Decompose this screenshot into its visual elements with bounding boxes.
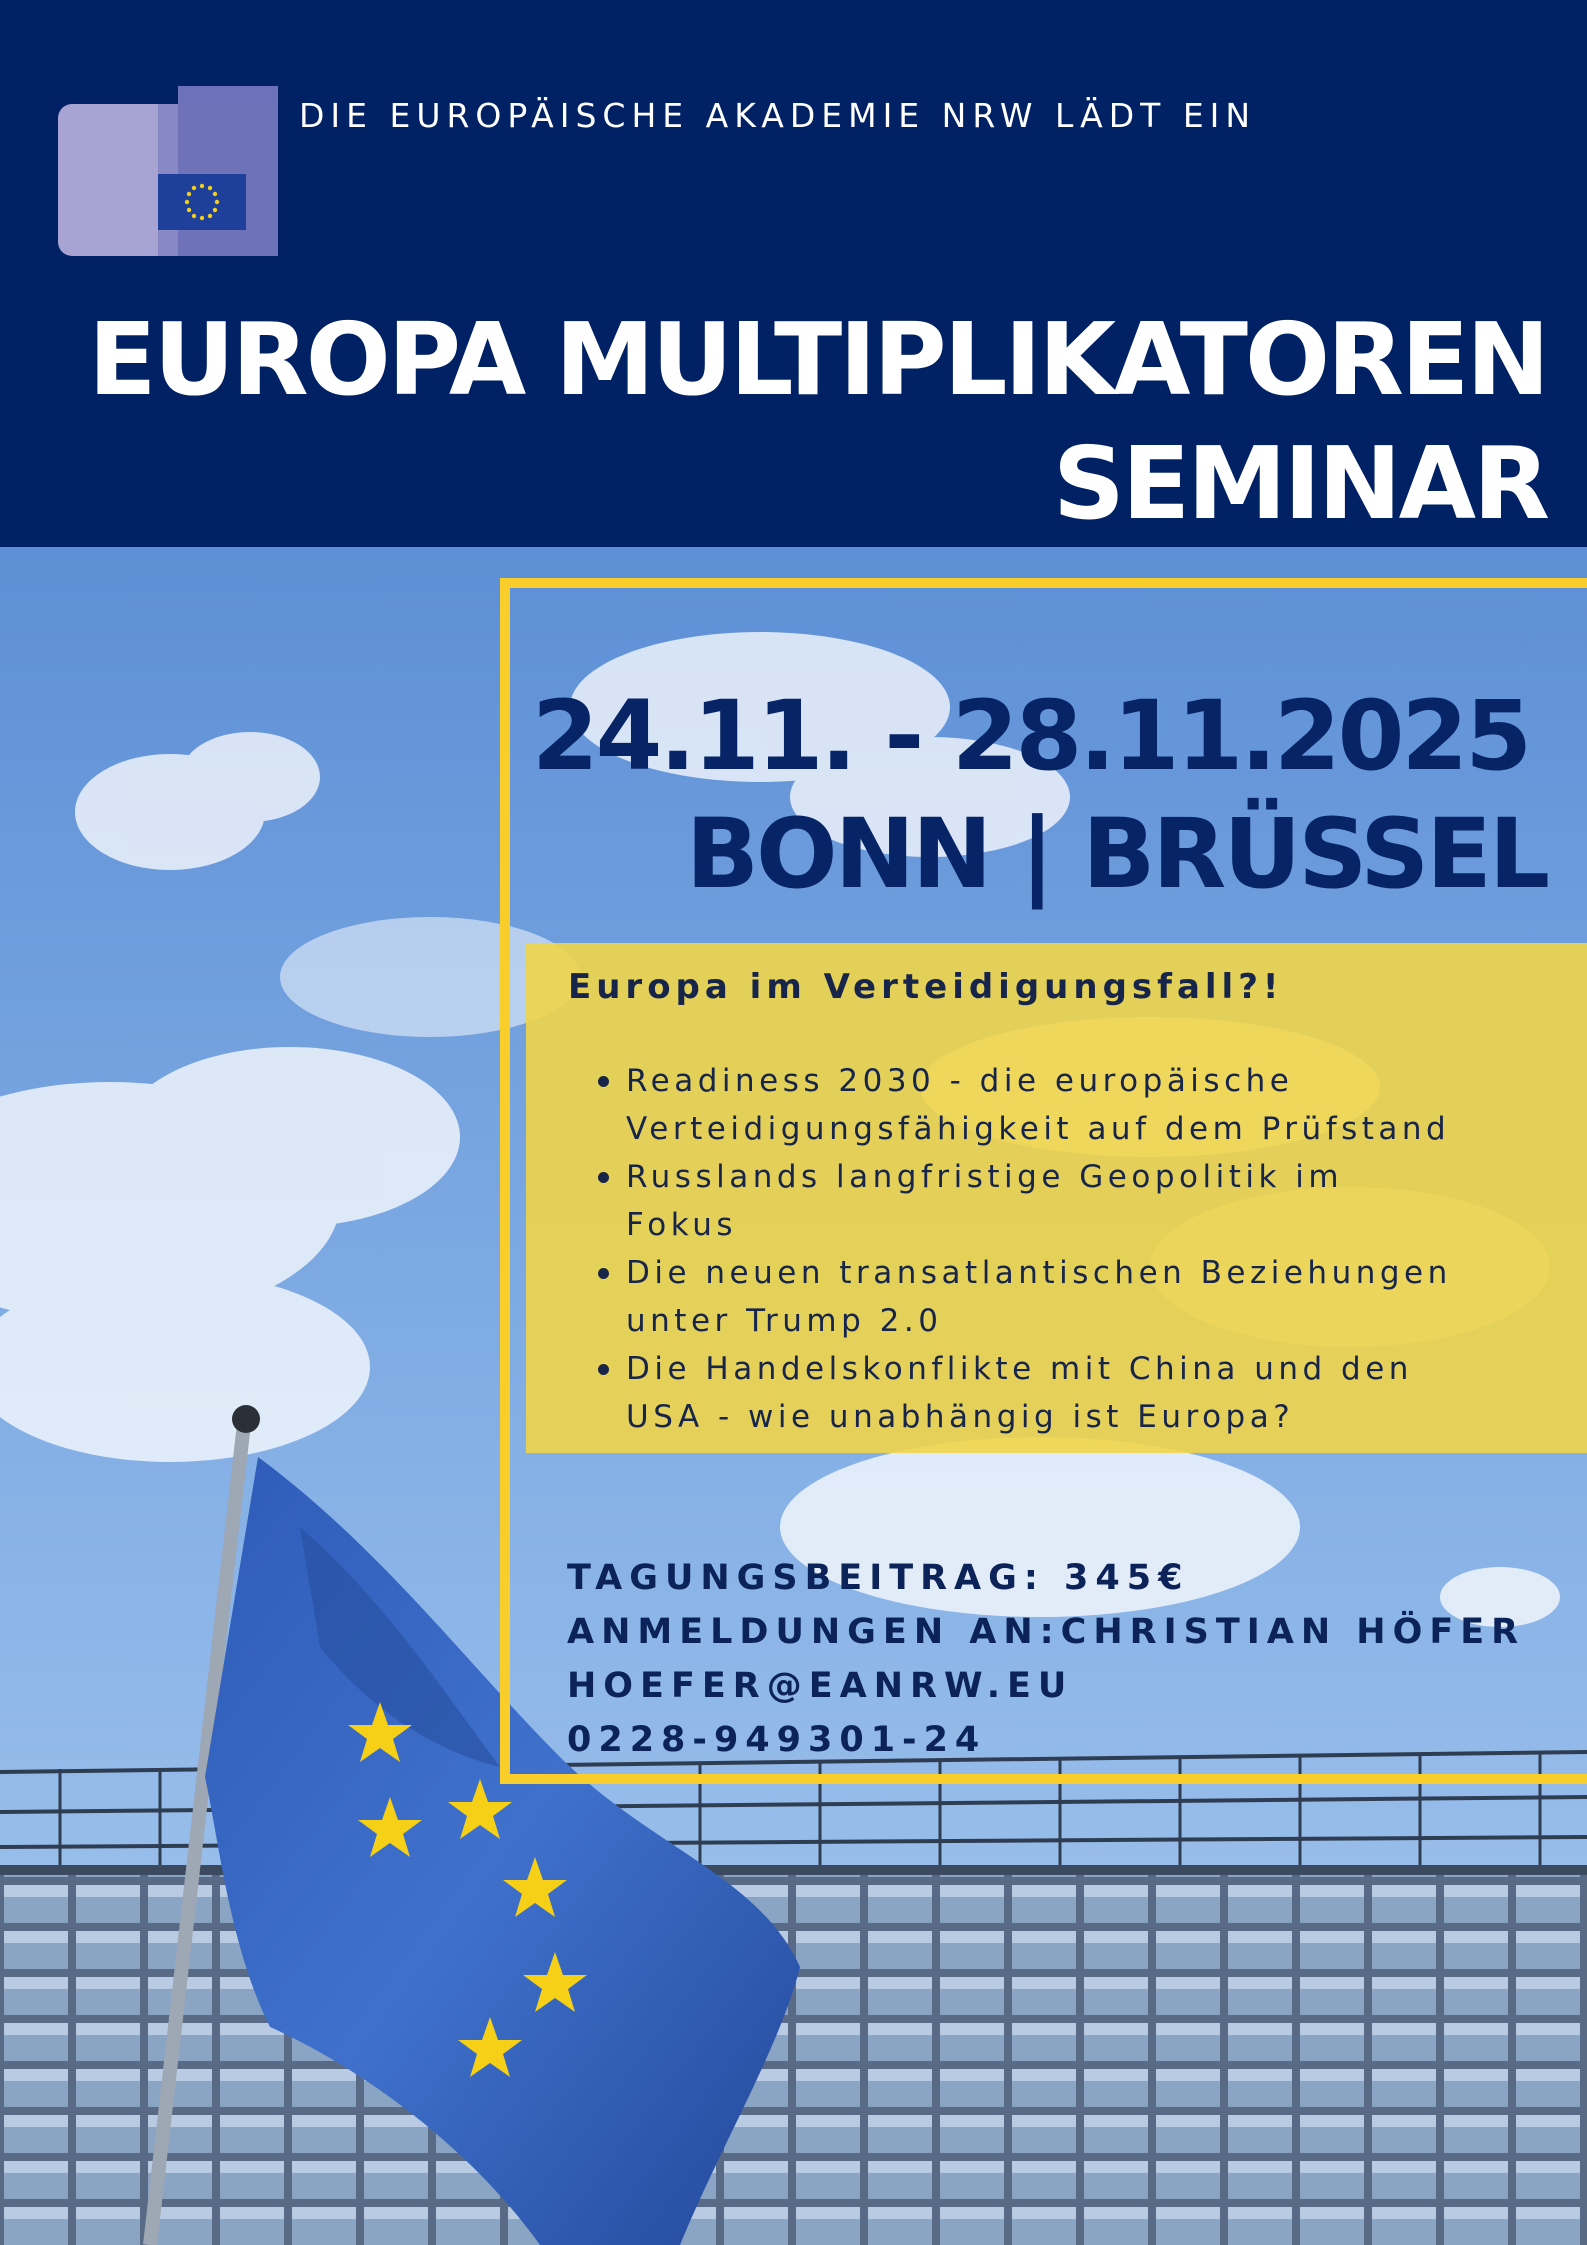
topics-box (526, 943, 1587, 1453)
list-item-line: USA - wie unabhängig ist Europa? (626, 1399, 1295, 1435)
list-item-line: Die neuen transatlantischen Beziehungen (626, 1255, 1452, 1291)
phone-text: 0228-949301-24 (567, 1720, 987, 1760)
registration-text: ANMELDUNGEN AN:CHRISTIAN HÖFER (567, 1612, 1526, 1652)
list-item-line: Die Handelskonflikte mit China und den (626, 1351, 1413, 1387)
list-item-line: Readiness 2030 - die europäische (626, 1063, 1294, 1099)
contact-block (567, 1551, 1525, 1767)
list-item-line: Fokus (626, 1207, 737, 1243)
title-line-2: SEMINAR (1052, 425, 1547, 542)
list-item (626, 1153, 1587, 1249)
topics-list (568, 1057, 1587, 1441)
list-item-line: unter Trump 2.0 (626, 1303, 943, 1339)
email-text: HOEFER@EANRW.EU (567, 1666, 1074, 1706)
list-item-line: Verteidigungsfähigkeit auf dem Prüfstand (626, 1111, 1451, 1147)
title-line-1: EUROPA MULTIPLIKATOREN (88, 301, 1547, 418)
list-item (626, 1057, 1587, 1153)
list-item (626, 1345, 1587, 1441)
list-item-line: Russlands langfristige Geopolitik im (626, 1159, 1344, 1195)
page-title (88, 298, 1547, 546)
eu-academy-logo-icon (58, 86, 278, 256)
header-band (0, 0, 1587, 547)
event-location: BONN | BRÜSSEL (685, 798, 1547, 910)
invitation-kicker: DIE EUROPÄISCHE AKADEMIE NRW LÄDT EIN (299, 96, 1257, 135)
list-item (626, 1249, 1587, 1345)
event-dates: 24.11. - 28.11.2025 (531, 680, 1529, 792)
topics-heading: Europa im Verteidigungsfall?! (568, 967, 1284, 1007)
fee-text: TAGUNGSBEITRAG: 345€ (567, 1558, 1190, 1598)
